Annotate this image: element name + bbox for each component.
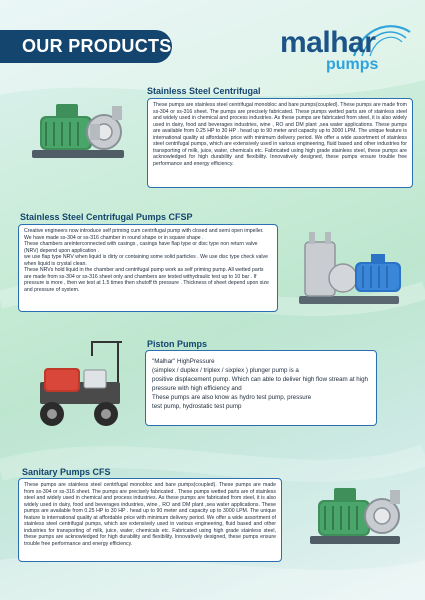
- description-box-cfsp: [18, 224, 278, 312]
- section-heading-cfsp: Stainless Steel Centrifugal Pumps CFSP: [20, 212, 193, 222]
- description-line: we use flap type NRV when liquid is dirty or containing some solid particles . We use disc type check valve when liquid is crystal clean.: [24, 254, 269, 267]
- description-box-sanitary: [18, 478, 282, 562]
- description-line: "Malhar" HighPressure: [152, 358, 215, 365]
- description-line: We have made ss-304 or ss-316 chamber in round shape or in square shape .: [24, 234, 204, 241]
- section-heading-sanitary: Sanitary Pumps CFS: [22, 467, 111, 477]
- description-box-piston: [145, 350, 377, 426]
- products-banner: [0, 30, 172, 63]
- description-box-centrifugal: [147, 98, 413, 188]
- section-heading-piston: Piston Pumps: [147, 339, 208, 349]
- description-line: (simplex / duplex / triplex / sixplex ) plunger pump is a: [152, 367, 299, 374]
- piston-pump-image: [22, 334, 134, 434]
- centrifugal-pump-image: [12, 92, 137, 172]
- section-heading-centrifugal: Stainless Steel Centrifugal: [147, 86, 261, 96]
- description-line: test pump, hydrostatic test pump: [152, 403, 242, 410]
- logo-subword: pumps: [326, 56, 379, 73]
- malhar-logo: [280, 26, 410, 78]
- description-line: These NRVs hold liquid in the chamber and centrifugal pump work as self priming pump. All wetted parts are made from ss-304 or ss-316 sheet only and chambers are tested withydraulic test up to 10 bar . If pressure is more , then we test at 1.5 times then shutoff th pressure . Thickness of sheet depend upon size and pressure of system.: [24, 267, 269, 293]
- description-line: pressure with high efficiency and: [152, 385, 242, 392]
- sanitary-pump-image: [292, 470, 416, 560]
- description-line: These pumps are also know as hydro test pump, pressure: [152, 394, 312, 401]
- self-priming-pump-image: [285, 218, 415, 318]
- logo-word: malhar: [280, 26, 376, 59]
- banner-title: OUR PRODUCTS: [22, 36, 172, 56]
- description-text: These pumps are stainless steel centrifugal monobloc and bare pumps(coupled). These pumps are made from ss-304 or ss-316 sheet. The pumps are precisely fabricated . These pumps wetted parts are of stainless steel and widely used in chemical and process industries. As these pumps are fabricated from steel, it is also widely used in dairy, food and beverages industries, wine , RO and DM plant ,sea water applications. These pumps are available from 0.25 HP to 30 HP . head up to 90 meter and capacity up to 3000 LPM. The unique feature is international quality at affordable price with minimum delivery period. We offer a wide assortment of stainless steel centrifugal pumps, which are extensively used in various engineering, fluid based and other industries for transporting of milk, juice, water, chemicals etc. Fabricated using high grade stainless steel, these pumps are acknowledged for high durability and flexibility. Innovatively designed, these pumps ensure trouble free performance and energy efficiency.: [24, 482, 276, 547]
- description-line: These chambers areinterconnected with casings , casings have flap type or disc type non return valve (NRV) depend upon application .: [24, 241, 258, 254]
- description-text: These pumps are stainless steel centrifugal monobloc and bare pumps(coupled). These pumps are made from ss-304 or ss-316 sheet. The pumps are precisely fabricated. These pumps wetted parts are of stainless steel and widely used in chemical and process industries. As these pumps are fabricated from steel, it is also widely used in dairy, food and beverages industries, wine , RO and DM plant ,sea water applications. These pumps are available from 0.25 HP to 30 HP . head up to 90 meter and capacity up to 3000 LPM. The unique feature is international quality at affordable price with minimum delivery period. We offer a wide assortment of stainless steel centrifugal pumps, which are extensively used in various engineering, fluid based and other industries for transporting of milk, juice, water, chemicals etc. Fabricated using high grade stainless steel, these pumps are acknowledged for high durability and flexibility. Innovatively designed, these pumps ensure trouble free performance and energy efficiency.: [153, 102, 407, 167]
- description-line: Creative engineers now introduce self priming cum centrifugal pump with closed and semi open impeller.: [24, 228, 264, 234]
- description-line: positive displacement pump. Which can able to deliver high flow stream at high: [152, 376, 368, 383]
